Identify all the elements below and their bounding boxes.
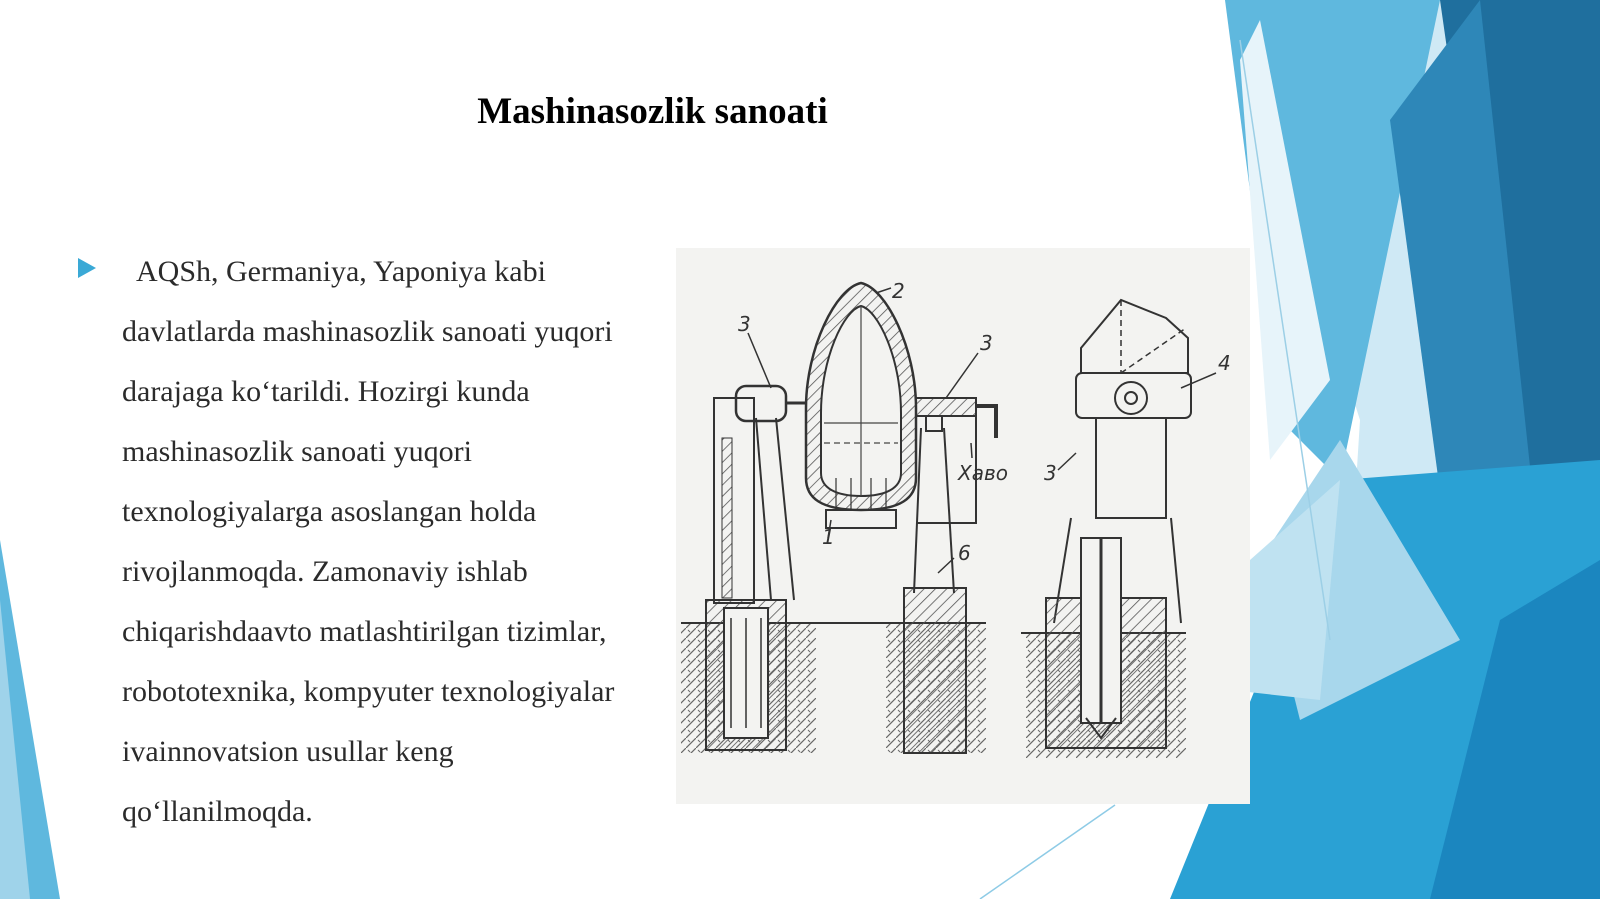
bullet-list — [78, 242, 638, 842]
label-4: 4 — [1218, 351, 1231, 375]
bullet-text: AQSh, Germaniya, Yaponiya kabi davlatlarda mashinasozlik sanoati yuqori darajaga ko‘tarildi. Hozirgi kunda mashinasozlik sanoati yuqori texnologiyalarga asoslangan holda rivojlanmoqda. Zamonaviy ishlab chiqarishdaavto matlashtirilgan tizimlar, robototexnika, kompyuter texnologiyalar ivainnovatsion usullar keng qo‘llanilmoqda. — [122, 255, 615, 828]
converter-vessel — [786, 283, 996, 528]
machine-diagram-drawing — [676, 248, 1250, 804]
label-3-center: 3 — [980, 331, 993, 355]
label-3-left: 3 — [738, 312, 751, 336]
machine-diagram-image — [676, 248, 1250, 804]
label-1: 1 — [822, 525, 835, 549]
label-3-right: 3 — [1044, 461, 1057, 485]
slide-title: Mashinasozlik sanoati — [477, 91, 828, 132]
label-air: Xaвo — [958, 461, 1008, 485]
bottom-thin-line — [980, 805, 1115, 899]
bullet-triangle-icon — [78, 258, 96, 278]
label-2: 2 — [892, 279, 905, 303]
left-foundation — [706, 386, 794, 750]
label-6: 6 — [958, 541, 971, 565]
